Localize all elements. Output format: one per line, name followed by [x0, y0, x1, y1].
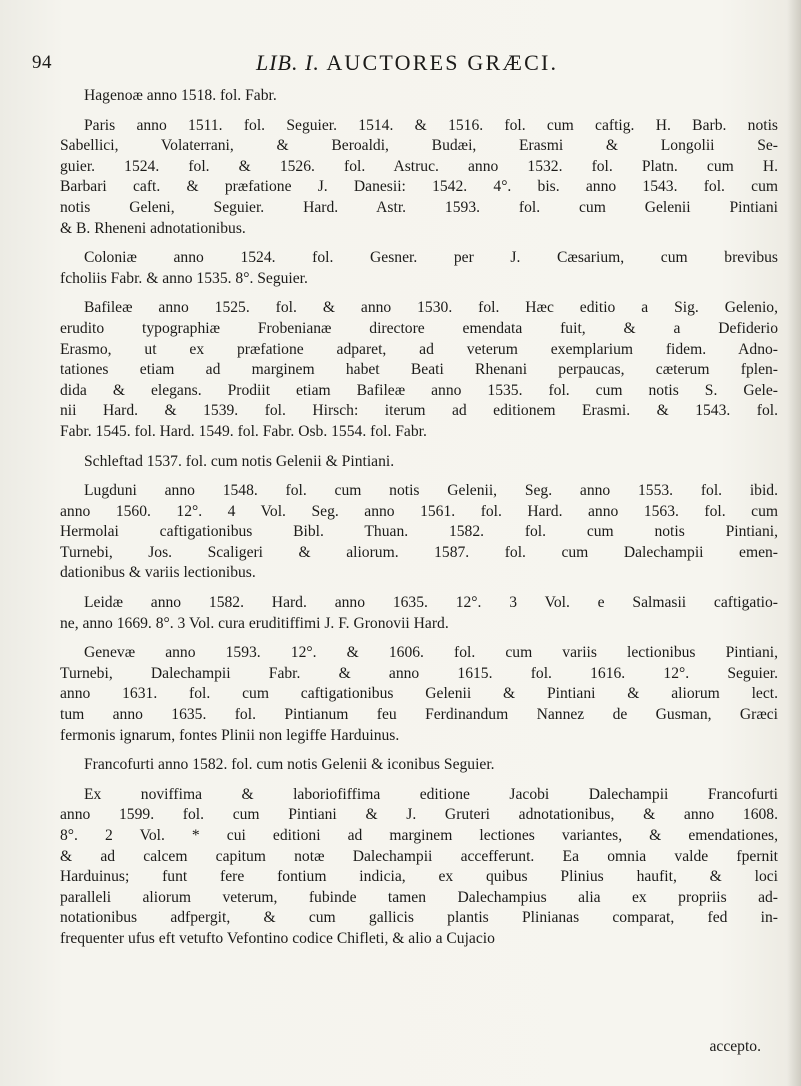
paragraph [60, 755, 778, 776]
page-number: 94 [32, 52, 52, 73]
page-body [60, 86, 778, 959]
text-line: Hermolai caftigationibus Bibl. Thuan. 1582. fol. cum notis Pintiani, [60, 523, 778, 541]
text-line: tum anno 1635. fol. Pintianum feu Ferdinandum Nannez de Gusman, Græci [60, 706, 778, 724]
paragraph [60, 116, 778, 240]
text-line: Barbari caft. & præfatione J. Danesii: 1542. 4°. bis. anno 1543. fol. cum [60, 178, 778, 196]
paragraph [60, 481, 778, 584]
page-header [30, 50, 770, 80]
text-line: anno 1631. fol. cum caftigationibus Gelenii & Pintiani & aliorum lect. [60, 685, 778, 703]
text-line: anno 1560. 12°. 4 Vol. Seg. anno 1561. fol. Hard. anno 1563. fol. cum [60, 502, 778, 520]
paragraph [60, 86, 778, 107]
text-line: Turnebi, Jos. Scaligeri & aliorum. 1587. fol. cum Dalechampii emen- [60, 543, 778, 561]
text-line: Leidæ anno 1582. Hard. anno 1635. 12°. 3 Vol. e Salmasii caftigatio- [84, 594, 778, 612]
paragraph [60, 248, 778, 289]
text-line: guier. 1524. fol. & 1526. fol. Astruc. anno 1532. fol. Platn. cum H. [60, 157, 778, 175]
text-line: nii Hard. & 1539. fol. Hirsch: iterum ad editionem Erasmi. & 1543. fol. [60, 402, 778, 420]
text-line: dida & elegans. Prodiit etiam Bafileæ anno 1535. fol. cum notis S. Gele- [60, 381, 778, 399]
text-line: Bafileæ anno 1525. fol. & anno 1530. fol. Hæc editio a Sig. Gelenio, [84, 299, 778, 317]
text-line: paralleli aliorum veterum, fubinde tamen Dalechampius alia ex propriis ad- [60, 888, 778, 906]
catchword: accepto. [709, 1038, 761, 1055]
text-line: 8°. 2 Vol. * cui editioni ad marginem lectiones variantes, & emendationes, [60, 827, 778, 844]
paragraph [60, 452, 778, 473]
text-line: anno 1599. fol. cum Pintiani & J. Gruteri adnotationibus, & anno 1608. [60, 806, 778, 824]
text-line: fermonis ignarum, fontes Plinii non legiffe Harduinus. [60, 726, 400, 744]
text-line: Lugduni anno 1548. fol. cum notis Gelenii, Seg. anno 1553. fol. ibid. [84, 482, 778, 500]
text-line: Fabr. 1545. fol. Hard. 1549. fol. Fabr. Osb. 1554. fol. Fabr. [60, 422, 427, 440]
text-line: & ad calcem capitum notæ Dalechampii accefferunt. Ea omnia valde fpernit [60, 847, 778, 865]
running-head-title: AUCTORES GRÆCI. [326, 50, 559, 75]
text-line: Coloniæ anno 1524. fol. Gesner. per J. Cæsarium, cum brevibus [84, 249, 778, 267]
running-head [256, 50, 558, 76]
text-line: Ex noviffima & laboriofiffima editione Jacobi Dalechampii Francofurti [84, 785, 778, 803]
paragraph [60, 643, 778, 746]
text-line: Hagenoæ anno 1518. fol. Fabr. [84, 87, 277, 104]
text-line: Erasmo, ut ex præfatione adparet, ad veterum exemplarium fidem. Adno- [60, 340, 778, 358]
text-line: notationibus adfpergit, & cum gallicis plantis Plinianas comparat, fed in- [60, 909, 778, 927]
text-line: ne, anno 1669. 8°. 3 Vol. cura eruditiffimi J. F. Gronovii Hard. [60, 614, 449, 632]
page-edge-shadow [787, 0, 801, 1086]
text-line: Harduinus; funt fere fontium indicia, ex quibus Plinius haufit, & loci [60, 868, 778, 886]
paragraph [60, 593, 778, 634]
text-line: Sabellici, Volaterrani, & Beroaldi, Budæi, Erasmi & Longolii Se- [60, 137, 778, 155]
paragraph [60, 298, 778, 442]
text-line: fcholiis Fabr. & anno 1535. 8°. Seguier. [60, 269, 308, 287]
running-head-book: LIB. I. [256, 50, 320, 75]
text-line: erudito typographiæ Frobenianæ directore emendata fuit, & a Defiderio [60, 319, 778, 337]
text-line: tationes etiam ad marginem habet Beati Rhenani perpaucas, cæterum fplen- [60, 361, 778, 379]
text-line: Schleftad 1537. fol. cum notis Gelenii & Pintiani. [84, 452, 395, 470]
text-line: & B. Rheneni adnotationibus. [60, 219, 246, 237]
text-line: dationibus & variis lectionibus. [60, 564, 256, 582]
text-line: Francofurti anno 1582. fol. cum notis Gelenii & iconibus Seguier. [84, 756, 495, 774]
text-line: frequenter ufus eft vetufto Vefontino codice Chifleti, & alio a Cujacio [60, 929, 495, 947]
text-line: Genevæ anno 1593. 12°. & 1606. fol. cum variis lectionibus Pintiani, [84, 644, 778, 662]
text-line: Paris anno 1511. fol. Seguier. 1514. & 1516. fol. cum caftig. H. Barb. notis [84, 116, 778, 134]
paragraph [60, 785, 778, 950]
text-line: Turnebi, Dalechampii Fabr. & anno 1615. fol. 1616. 12°. Seguier. [60, 664, 778, 682]
text-line: notis Geleni, Seguier. Hard. Astr. 1593. fol. cum Gelenii Pintiani [60, 198, 778, 216]
